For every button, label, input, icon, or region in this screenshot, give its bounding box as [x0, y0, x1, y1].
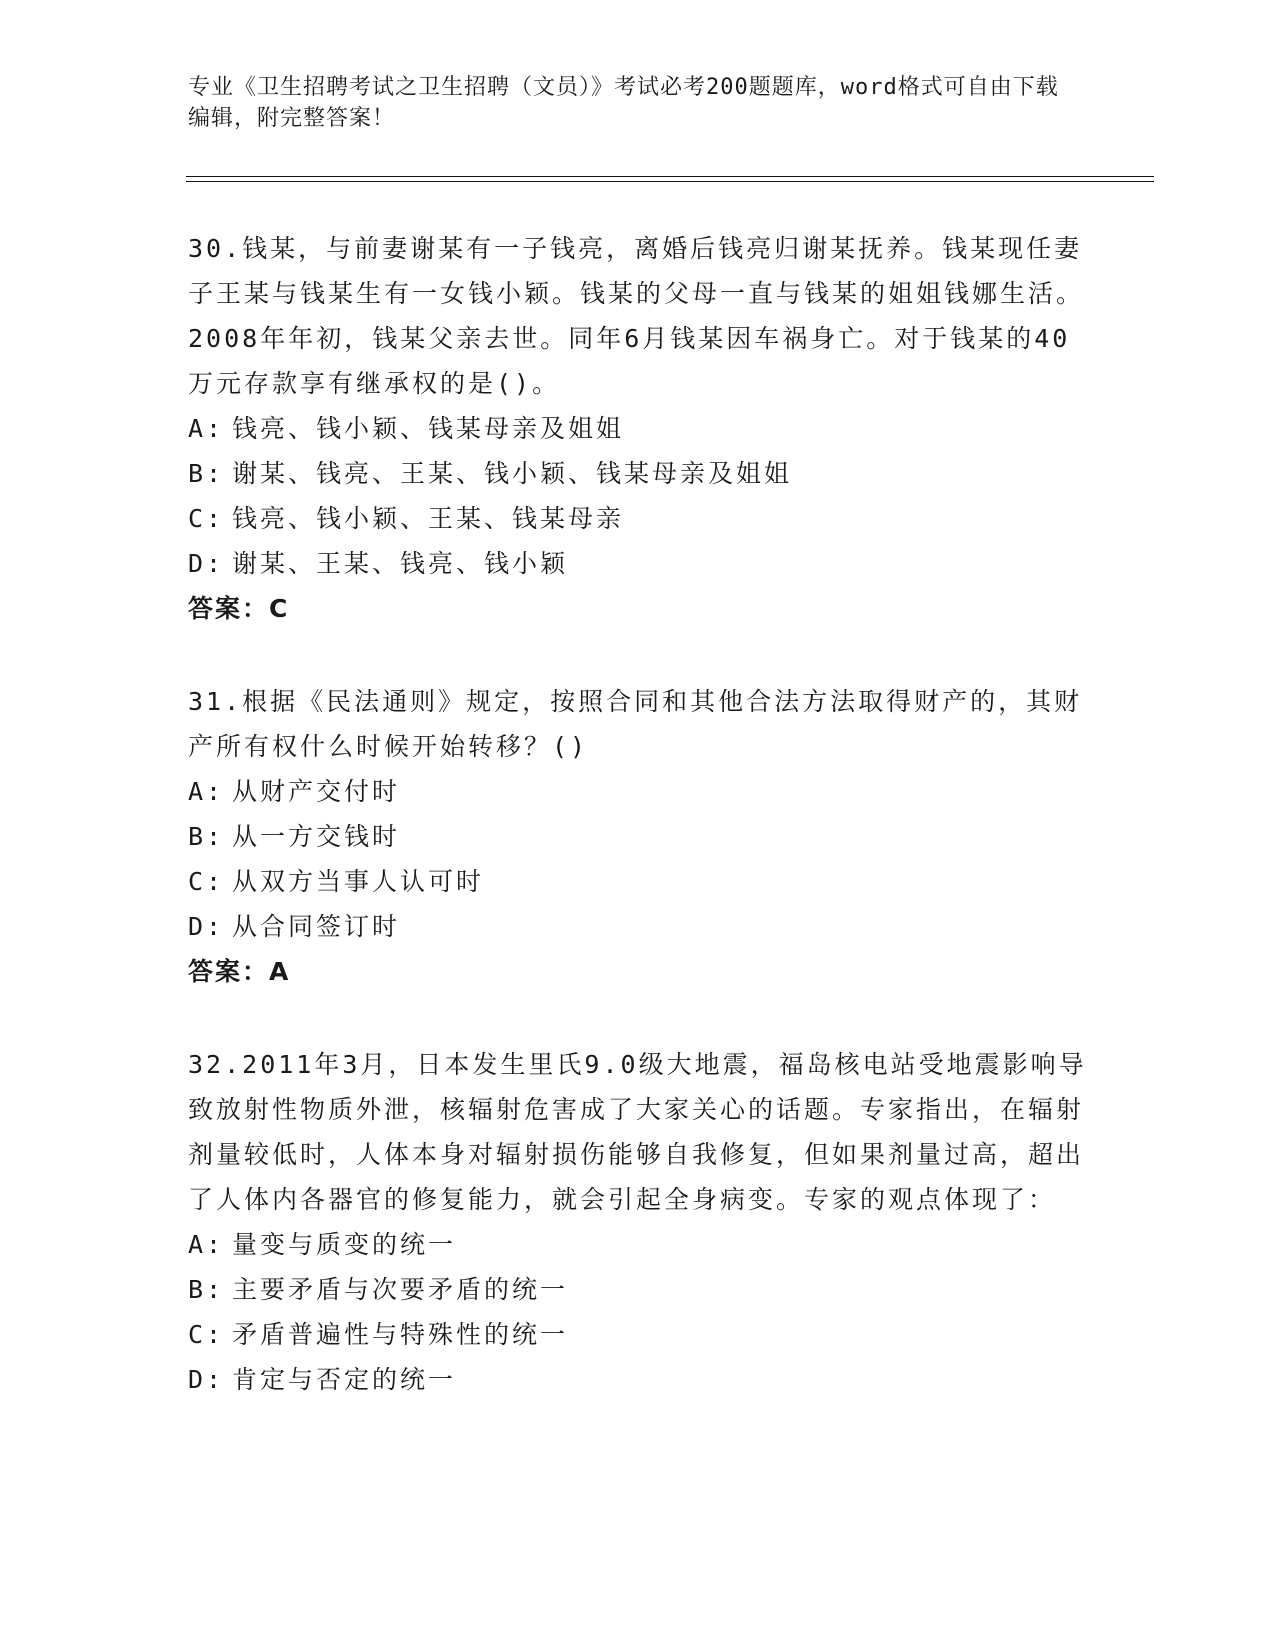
option-d [188, 904, 1088, 949]
question-31 [188, 679, 1088, 994]
option-text: 矛盾普遍性与特殊性的统一 [232, 1320, 569, 1349]
option-text: 钱亮、钱小颖、钱某母亲及姐姐 [232, 414, 625, 443]
option-text: 从合同签订时 [232, 912, 401, 941]
option-key: D: [188, 1365, 225, 1394]
header-divider-bottom [186, 181, 1154, 182]
option-text: 从一方交钱时 [232, 822, 401, 851]
option-a [188, 1222, 1088, 1267]
option-key: B: [188, 1275, 225, 1304]
option-c [188, 859, 1088, 904]
option-key: B: [188, 822, 225, 851]
option-d [188, 541, 1088, 586]
option-text: 从财产交付时 [232, 777, 401, 806]
option-d [188, 1357, 1088, 1402]
option-c [188, 496, 1088, 541]
option-key: A: [188, 777, 225, 806]
question-30 [188, 226, 1088, 631]
document-header: 专业《卫生招聘考试之卫生招聘（文员）》考试必考200题题库，word格式可自由下载编辑，附完整答案！ [188, 75, 1059, 131]
question-list [188, 226, 1088, 1450]
option-b [188, 814, 1088, 859]
answer-label: 答案：A [188, 957, 291, 986]
option-key: C: [188, 867, 225, 896]
option-key: C: [188, 504, 225, 533]
header-divider-top [186, 176, 1154, 177]
option-text: 从双方当事人认可时 [232, 867, 485, 896]
option-key: C: [188, 1320, 225, 1349]
option-text: 谢某、钱亮、王某、钱小颖、钱某母亲及姐姐 [232, 459, 793, 488]
option-key: D: [188, 912, 225, 941]
question-text: 30.钱某，与前妻谢某有一子钱亮，离婚后钱亮归谢某抚养。钱某现任妻子王某与钱某生有一女钱小颖。钱某的父母一直与钱某的姐姐钱娜生活。2008年年初，钱某父亲去世。同年6月钱某因车祸身亡。对于钱某的40万元存款享有继承权的是()。 [188, 234, 1085, 398]
option-key: A: [188, 414, 225, 443]
option-text: 钱亮、钱小颖、王某、钱某母亲 [232, 504, 625, 533]
option-c [188, 1312, 1088, 1357]
option-a [188, 769, 1088, 814]
option-key: D: [188, 549, 225, 578]
option-text: 主要矛盾与次要矛盾的统一 [232, 1275, 569, 1304]
option-a [188, 406, 1088, 451]
option-text: 量变与质变的统一 [232, 1230, 457, 1259]
question-32 [188, 1042, 1088, 1402]
option-key: B: [188, 459, 225, 488]
option-text: 谢某、王某、钱亮、钱小颖 [232, 549, 569, 578]
option-b [188, 1267, 1088, 1312]
option-text: 肯定与否定的统一 [232, 1365, 457, 1394]
option-b [188, 451, 1088, 496]
answer-label: 答案：C [188, 594, 290, 623]
question-text: 31.根据《民法通则》规定，按照合同和其他合法方法取得财产的，其财产所有权什么时候开始转移？() [188, 687, 1083, 761]
question-text: 32.2011年3月，日本发生里氏9.0级大地震，福岛核电站受地震影响导致放射性物质外泄，核辐射危害成了大家关心的话题。专家指出，在辐射剂量较低时，人体本身对辐射损伤能够自我修复，但如果剂量过高，超出了人体内各器官的修复能力，就会引起全身病变。专家的观点体现了： [188, 1050, 1087, 1214]
option-key: A: [188, 1230, 225, 1259]
